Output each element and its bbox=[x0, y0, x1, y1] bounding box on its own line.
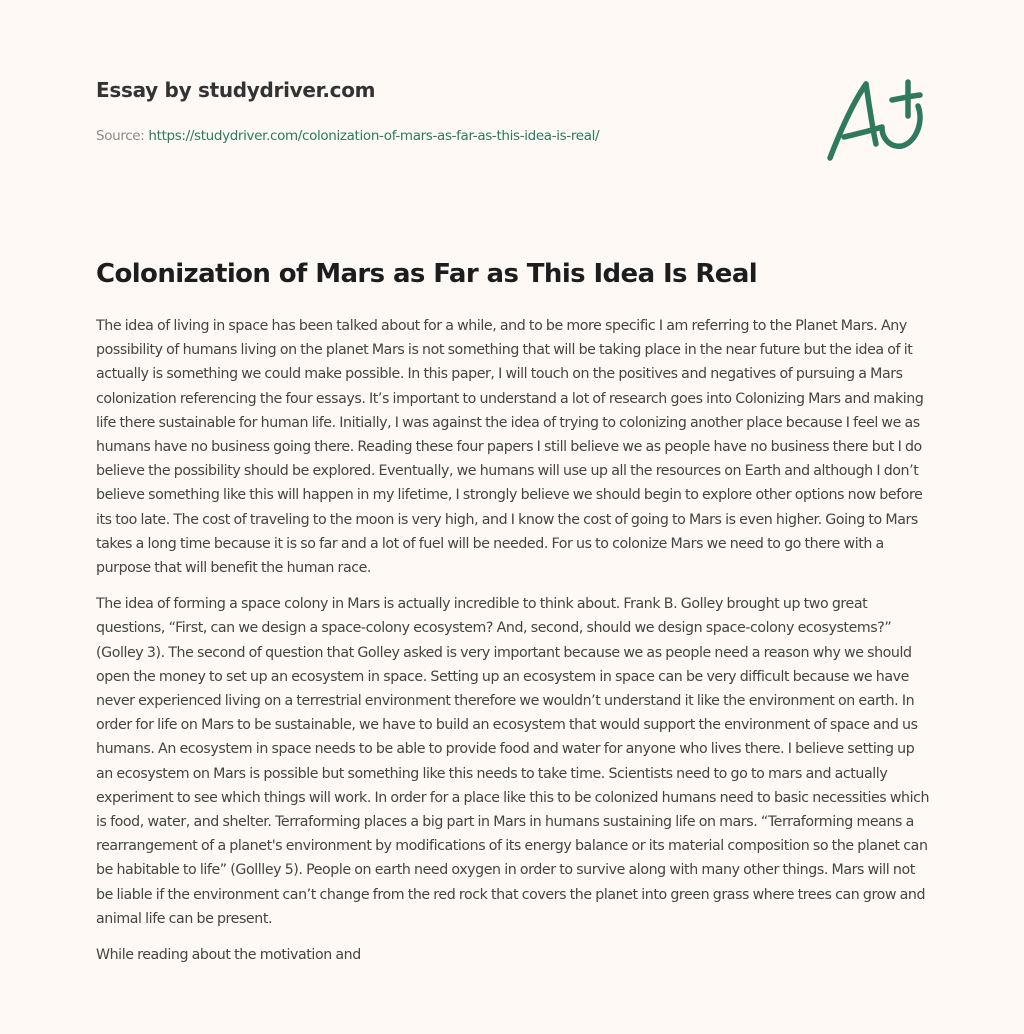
essay-paragraph: The idea of living in space has been talked about for a while, and to be more specific I am referring to the Planet Mars. Any possibility of humans living on the planet Mars is not something that will be taking place in the near future but the idea of it actually is something we could make possible. In this paper, I will touch on the positives and negatives of pursuing a Mars colonization referencing the four essays. It’s important to understand a lot of research goes into Colonizing Mars and making life there sustainable for human life. Initially, I was against the idea of trying to colonizing another place because I feel we as humans have no business going there. Reading these four papers I still believe we as people have no business there but I do believe the possibility should be explored. Eventually, we humans will use up all the resources on Earth and although I don’t believe something like this will happen in my lifetime, I strongly believe we should begin to explore other options now before its too late. The cost of traveling to the moon is very high, and I know the cost of going to Mars is even higher. Going to Mars takes a long time because it is so far and a lot of fuel will be needed. For us to colonize Mars we need to go there with a purpose that will benefit the human race. bbox=[96, 318, 924, 577]
a-plus-grade-icon bbox=[822, 70, 930, 164]
source-label: Source: bbox=[96, 128, 145, 144]
source-line bbox=[96, 126, 796, 146]
source-link[interactable]: https://studydriver.com/colonization-of-mars-as-far-as-this-idea-is-real/ bbox=[148, 128, 600, 144]
essay-paragraph: The idea of forming a space colony in Mars is actually incredible to think about. Frank B. Golley brought up two great questions, “First, can we design a space-colony ecosystem? And, second, should we design space-colony ecosystems?” (Golley 3). The second of question that Golley asked is very important because we as people need a reason why we should open the money to set up an ecosystem in space. Setting up an ecosystem in space can be very difficult because we have never experienced living on a terrestrial environment therefore we wouldn’t understand it like the environment on earth. In order for life on Mars to be sustainable, we have to build an ecosystem that would support the environment of space and us humans. An ecosystem in space needs to be able to provide food and water for anyone who lives there. I believe setting up an ecosystem on Mars is possible but something like this needs to take time. Scientists need to go to mars and actually experiment to see which things will work. In order for a place like this to be colonized humans need to basic necessities which is food, water, and shelter. Terraforming places a big part in Mars in humans sustaining life on mars. “Terraforming means a rearrangement of a planet's environment by modifications of its energy balance or its material composition so the planet can be habitable to life” (Gollley 5). People on earth need oxygen in order to survive along with many other things. Mars will not be liable if the environment can’t change from the red rock that covers the planet into green grass where trees can grow and animal life can be present. bbox=[96, 596, 930, 927]
essay-body bbox=[96, 314, 932, 979]
page-header bbox=[96, 74, 796, 146]
essay-title: Colonization of Mars as Far as This Idea Is Real bbox=[96, 259, 758, 289]
site-title: Essay by studydriver.com bbox=[96, 78, 376, 102]
essay-paragraph: While reading about the motivation and bbox=[96, 947, 361, 964]
